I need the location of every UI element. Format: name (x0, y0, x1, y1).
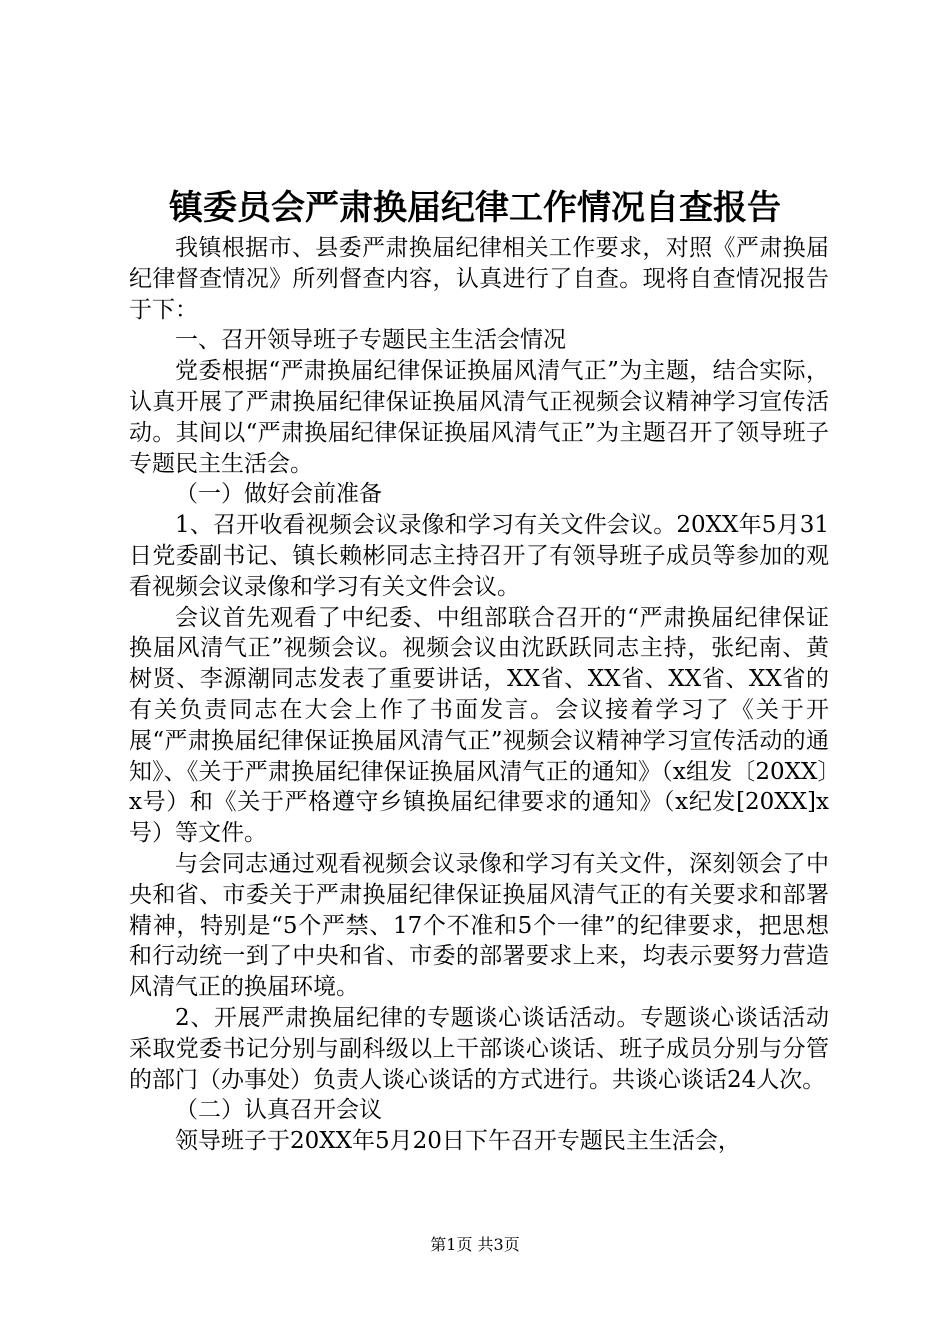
paragraph-item-1: 1、召开收看视频会议录像和学习有关文件会议。20XX年5月31日党委副书记、镇长赖彬同志主持召开了有领导班子成员等参加的观看视频会议录像和学习有关文件会议。 (129, 512, 829, 600)
paragraph-meeting-content: 会议首先观看了中纪委、中组部联合召开的“严肃换届纪律保证换届风清气正”视频会议。视频会议由沈跃跃同志主持，张纪南、黄树贤、李源潮同志发表了重要讲话，XX省、XX省、XX省、XX省的有关负责同志在大会上作了书面发言。会议接着学习了《关于开展“严肃换届纪律保证换届风清气正”视频会议精神学习宣传活动的通知》、《关于严肃换届纪律保证换届风清气正的通知》（x组发〔20XX〕x号）和《关于严格遵守乡镇换届纪律要求的通知》（x纪发[20XX]x号）等文件。 (129, 604, 829, 847)
paragraph-intro: 我镇根据市、县委严肃换届纪律相关工作要求，对照《严肃换届纪律督查情况》所列督查内容，认真进行了自查。现将自查情况报告于下： (129, 235, 829, 323)
paragraph-item-2: 2、开展严肃换届纪律的专题谈心谈话活动。专题谈心谈话活动采取党委书记分别与副科级以上干部谈心谈话、班子成员分别与分管的部门（办事处）负责人谈心谈话的方式进行。共谈心谈话24人次。 (129, 1004, 829, 1093)
subsection-heading-2: （二）认真召开会议 (175, 1097, 382, 1124)
paragraph-attendees: 与会同志通过观看视频会议录像和学习有关文件，深刻领会了中央和省、市委关于严肃换届纪律保证换届风清气正的有关要求和部署精神，特别是“5个严禁、17个不准和5个一律”的纪律要求，把思想和行动统一到了中央和省、市委的部署要求上来，均表示要努力营造风清气正的换届环境。 (129, 850, 829, 1001)
document-title: 镇委员会严肃换届纪律工作情况自查报告 (169, 188, 781, 228)
document-body (129, 233, 829, 1157)
paragraph-party-theme: 党委根据“严肃换届纪律保证换届风清气正”为主题，结合实际，认真开展了严肃换届纪律保证换届风清气正视频会议精神学习宣传活动。其间以“严肃换届纪律保证换届风清气正”为主题召开了领导班子专题民主生活会。 (129, 358, 829, 477)
section-heading-1: 一、召开领导班子专题民主生活会情况 (175, 327, 566, 354)
paragraph-meeting-date: 领导班子于20XX年5月20日下午召开专题民主生活会， (175, 1128, 741, 1155)
page-footer: 第1页 共3页 (430, 1235, 520, 1254)
subsection-heading-1: （一）做好会前准备 (175, 481, 382, 508)
